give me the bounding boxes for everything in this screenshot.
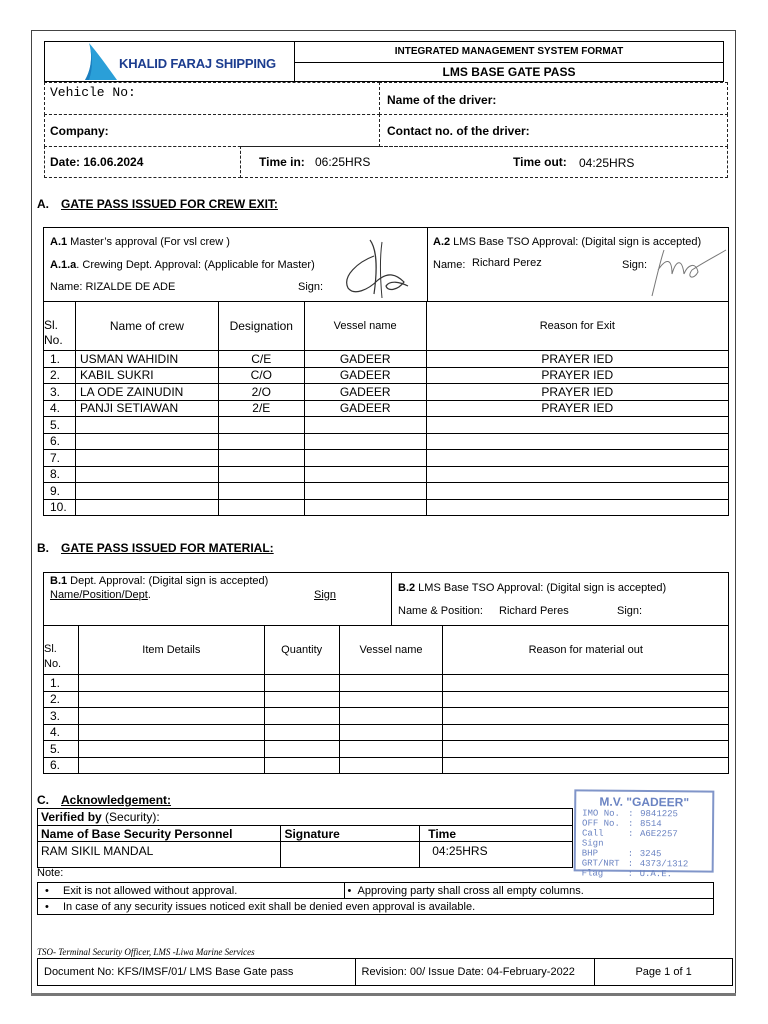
time-cell [240,146,728,178]
material-table-row [44,724,729,741]
crew-table-row [44,483,729,500]
footer-revision: Revision: 00/ Issue Date: 04-February-2022 [355,959,595,986]
time-out-label: Time out: [513,155,567,169]
crew-table-row [44,417,729,434]
crew-vessel-cell: GADEER [304,367,426,384]
footer-doc-no: Document No: KFS/IMSF/01/ LMS Base Gate pass [38,959,356,986]
a1-signature-icon [338,236,412,302]
crew-table-row [44,400,729,417]
verified-by-cell: Verified by (Security): [38,809,573,826]
date-label: Date: 16.06.2024 [50,155,144,169]
ack-header-signature: Signature [281,826,420,842]
crew-vessel-cell: GADEER [304,351,426,368]
material-empty-cell [264,741,339,758]
crew-reason-cell [426,466,728,483]
a1-name: Name: RIZALDE DE ADE [50,281,176,293]
crew-sl-cell: 2. [44,367,76,384]
crew-sl-cell: 3. [44,384,76,401]
material-empty-cell [339,741,443,758]
crew-name-cell: LA ODE ZAINUDIN [75,384,218,401]
notes-table [37,882,714,915]
crew-sl-cell: 10. [44,499,76,516]
material-sl-cell: 5. [44,741,79,758]
material-empty-cell [339,675,443,692]
crew-header-sl: Sl. No. [44,302,76,351]
material-empty-cell [443,724,729,741]
a1-line: A.1 Master’s approval (For vsl crew ) [50,236,230,248]
crew-name-cell [75,483,218,500]
stamp-line-colon: : [627,868,634,879]
crew-sl-cell: 9. [44,483,76,500]
section-b-letter: B. [37,541,49,555]
crew-name-cell: KABIL SUKRI [75,367,218,384]
acknowledgement-table [37,808,573,868]
material-sl-cell: 1. [44,675,79,692]
crew-vessel-cell [304,466,426,483]
material-empty-cell [339,757,443,774]
stamp-line-colon: : [628,818,634,829]
material-empty-cell [264,691,339,708]
material-empty-cell [78,757,264,774]
note-label: Note: [37,867,64,879]
format-title-cell [294,41,724,63]
stamp-line-value: 3245 [639,848,662,860]
time-out-value: 04:25HRS [579,156,635,170]
a2-name-label: Name: [433,259,466,271]
crew-designation-cell [218,433,304,450]
date-cell [44,146,241,178]
time-in-label: Time in: [259,155,305,169]
crew-table-row [44,384,729,401]
crew-table-row [44,466,729,483]
material-empty-cell [264,724,339,741]
material-table-header [44,626,729,675]
material-header-reason: Reason for material out [443,626,729,675]
footer-page: Page 1 of 1 [595,959,733,986]
material-empty-cell [339,691,443,708]
section-c-title: Acknowledgement: [61,793,172,807]
crew-table-row [44,450,729,467]
stamp-title: M.V. "GADEER" [599,794,690,810]
vehicle-cell [44,82,380,115]
ack-header-name: Name of Base Security Personnel [38,826,281,842]
crew-header-name: Name of crew [75,302,218,351]
crew-table-row [44,351,729,368]
stamp-line-key: OFF No. [582,818,620,829]
a2-name-value: Richard Perez [472,257,542,269]
stamp-line-key: BHP [581,848,599,859]
stamp-line-key: Call Sign [581,828,604,849]
crew-designation-cell [218,450,304,467]
page-shadow [31,993,736,996]
vehicle-label: Vehicle No: [50,85,136,100]
material-table-row [44,708,729,725]
crew-name-cell [75,499,218,516]
crew-header-designation: Designation [218,302,304,351]
material-empty-cell [443,675,729,692]
crew-sl-cell: 1. [44,351,76,368]
crew-table-row [44,499,729,516]
a2-signature-icon [646,240,728,300]
shark-fin-logo-icon [83,42,119,82]
a2-line: A.2 LMS Base TSO Approval: (Digital sign is accepted) [433,236,702,248]
material-empty-cell [78,708,264,725]
material-header-vessel: Vessel name [339,626,443,675]
crew-reason-cell: PRAYER IED [426,384,728,401]
time-in-value: 06:25HRS [315,155,371,169]
b2-approval-box [391,572,729,626]
section-a-letter: A. [37,197,49,211]
material-table-row [44,757,729,774]
crew-sl-cell: 7. [44,450,76,467]
material-table [43,625,729,774]
stamp-line-value: 4373/1312 [639,858,689,870]
crew-vessel-cell [304,433,426,450]
crew-vessel-cell [304,450,426,467]
crew-reason-cell [426,417,728,434]
footer-table [37,958,733,986]
stamp-line-value: 9841225 [640,808,679,820]
stamp-line-key: GRT/NRT [581,858,620,869]
contact-cell [379,114,728,147]
stamp-line [582,828,706,849]
crew-reason-cell: PRAYER IED [426,367,728,384]
material-empty-cell [443,708,729,725]
crew-designation-cell: 2/E [218,400,304,417]
stamp-line [582,868,706,879]
material-empty-cell [78,675,264,692]
crew-table-row [44,367,729,384]
b2-name-value: Richard Peres [499,605,569,617]
b2-sign-label: Sign: [617,605,643,617]
ack-header-time: Time [420,826,573,842]
crew-vessel-cell [304,483,426,500]
crew-name-cell [75,417,218,434]
a1-sign-label: Sign: [298,281,324,293]
crew-reason-cell [426,450,728,467]
a1a-line: A.1.a. Crewing Dept. Approval: (Applicable for Master) [50,259,315,271]
a2-approval-box [427,227,729,302]
crew-table-row [44,433,729,450]
crew-sl-cell: 5. [44,417,76,434]
crew-designation-cell [218,466,304,483]
note-3: • In case of any security issues noticed exit shall be denied even approval is available. [38,899,714,915]
material-empty-cell [264,757,339,774]
material-header-item: Item Details [78,626,264,675]
crew-table [43,301,729,516]
crew-designation-cell: C/O [218,367,304,384]
company-cell [44,114,380,147]
format-title: INTEGRATED MANAGEMENT SYSTEM FORMAT [394,46,624,57]
form-title-cell [294,62,724,82]
material-empty-cell [443,757,729,774]
crew-designation-cell [218,499,304,516]
material-table-row [44,741,729,758]
stamp-line-key: Flag [581,868,604,879]
a2-sign-label: Sign: [622,259,648,271]
vessel-stamp [574,789,715,880]
crew-designation-cell [218,483,304,500]
material-empty-cell [443,741,729,758]
crew-designation-cell [218,417,304,434]
crew-vessel-cell: GADEER [304,400,426,417]
b2-name-label: Name & Position: [398,605,483,617]
crew-reason-cell [426,483,728,500]
material-empty-cell [339,724,443,741]
a1-approval-box [43,227,428,302]
stamp-line-colon: : [627,858,634,869]
material-sl-cell: 6. [44,757,79,774]
crew-vessel-cell [304,499,426,516]
ack-personnel: RAM SIKIL MANDAL [38,842,281,868]
crew-header-vessel: Vessel name [304,302,426,351]
note-2: • Approving party shall cross all empty columns. [344,883,713,899]
crew-reason-cell: PRAYER IED [426,400,728,417]
crew-name-cell: PANJI SETIAWAN [75,400,218,417]
stamp-line-key: IMO No. [582,808,621,819]
crew-vessel-cell: GADEER [304,384,426,401]
stamp-line-colon: : [627,848,634,859]
material-header-qty: Quantity [264,626,339,675]
crew-table-header [44,302,729,351]
material-sl-cell: 4. [44,724,79,741]
material-empty-cell [339,708,443,725]
b1-name-pos: Name/Position/Dept. [50,589,151,601]
stamp-line-value: U.A.E. [639,868,673,880]
section-b-title: GATE PASS ISSUED FOR MATERIAL: [61,541,274,555]
crew-name-cell: USMAN WAHIDIN [75,351,218,368]
crew-vessel-cell [304,417,426,434]
material-empty-cell [78,741,264,758]
form-title: LMS BASE GATE PASS [442,65,576,79]
logo-box [44,41,295,82]
driver-cell [379,82,728,115]
crew-name-cell [75,433,218,450]
material-empty-cell [264,675,339,692]
stamp-line-colon: : [627,828,634,839]
material-empty-cell [443,691,729,708]
stamp-line-value: A6E2257 [639,828,678,840]
company-label: Company: [50,124,109,138]
crew-designation-cell: C/E [218,351,304,368]
material-empty-cell [78,691,264,708]
crew-name-cell [75,466,218,483]
material-empty-cell [264,708,339,725]
company-logo-text: KHALID FARAJ SHIPPING [119,56,276,71]
material-table-row [44,691,729,708]
material-header-sl: Sl. No. [44,626,79,675]
abbreviations: TSO- Terminal Security Officer, LMS -Liwa Marine Services [37,947,255,957]
b1-line: B.1 Dept. Approval: (Digital sign is accepted) [50,575,269,587]
ack-signature [281,842,420,868]
crew-reason-cell [426,499,728,516]
crew-sl-cell: 8. [44,466,76,483]
stamp-line-value: 8514 [640,818,662,830]
b1-approval-box [43,572,392,626]
b1-sign-label: Sign [314,589,337,601]
contact-label: Contact no. of the driver: [387,124,530,138]
ack-time: 04:25HRS [420,842,573,868]
b2-line: B.2 LMS Base TSO Approval: (Digital sign is accepted) [398,582,667,594]
crew-sl-cell: 4. [44,400,76,417]
section-a-title: GATE PASS ISSUED FOR CREW EXIT: [61,197,278,211]
crew-header-reason: Reason for Exit [426,302,728,351]
driver-label: Name of the driver: [387,93,497,107]
crew-name-cell [75,450,218,467]
note-1: • Exit is not allowed without approval. [38,883,345,899]
material-table-row [44,675,729,692]
stamp-line-colon: : [628,808,634,819]
material-sl-cell: 3. [44,708,79,725]
material-sl-cell: 2. [44,691,79,708]
crew-designation-cell: 2/O [218,384,304,401]
crew-sl-cell: 6. [44,433,76,450]
crew-reason-cell: PRAYER IED [426,351,728,368]
material-empty-cell [78,724,264,741]
section-c-letter: C. [37,793,49,807]
crew-reason-cell [426,433,728,450]
